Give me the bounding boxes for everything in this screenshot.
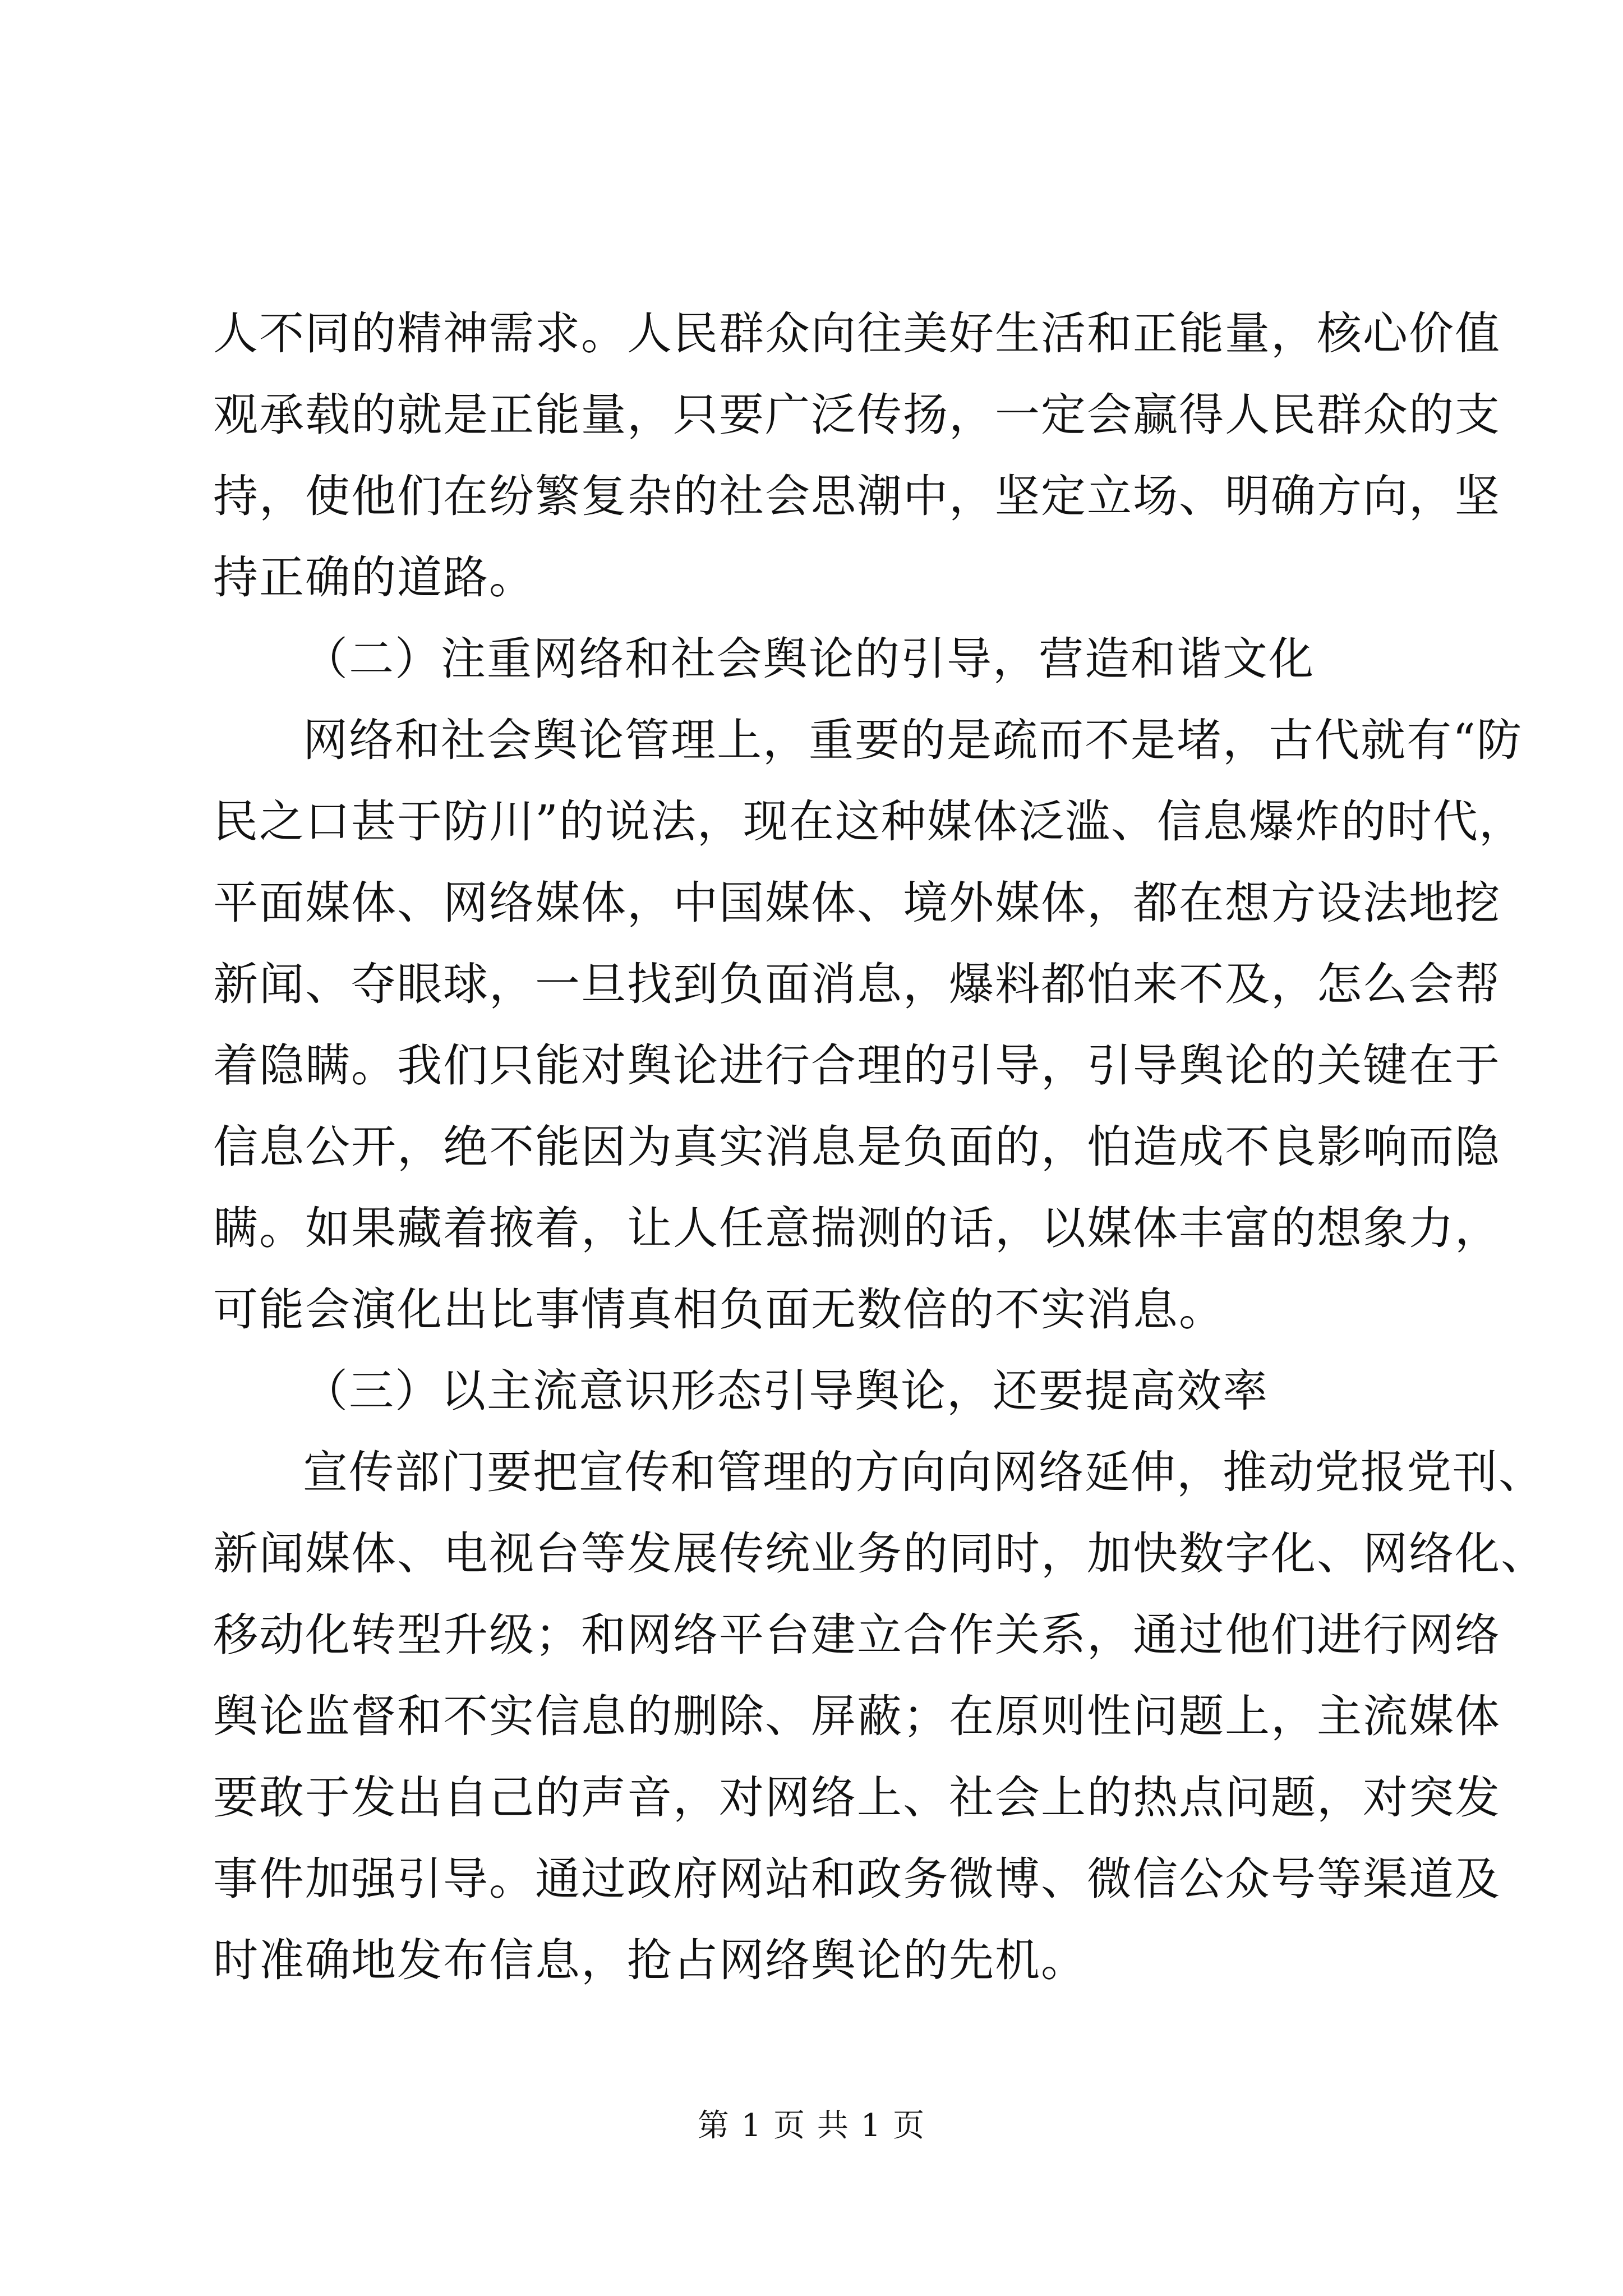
paragraph-line: 舆论监督和不实信息的删除、屏蔽；在原则性问题上，主流媒体 bbox=[213, 1690, 1501, 1742]
paragraph-line: 持，使他们在纷繁复杂的社会思潮中，坚定立场、明确方向，坚 bbox=[213, 470, 1501, 522]
paragraph-line: 瞒。如果藏着掖着，让人任意揣测的话，以媒体丰富的想象力， bbox=[213, 1202, 1501, 1254]
paragraph-line: 平面媒体、网络媒体，中国媒体、境外媒体，都在想方设法地挖 bbox=[213, 877, 1501, 929]
paragraph-line: 人不同的精神需求。人民群众向往美好生活和正能量，核心价值 bbox=[213, 307, 1501, 360]
paragraph-line: 信息公开，绝不能因为真实消息是负面的，怕造成不良影响而隐 bbox=[213, 1121, 1501, 1173]
paragraph-line: 事件加强引导。通过政府网站和政务微博、微信公众号等渠道及 bbox=[213, 1853, 1501, 1905]
paragraph-line: 时准确地发布信息，抢占网络舆论的先机。 bbox=[213, 1934, 1087, 1986]
paragraph-line: 着隐瞒。我们只能对舆论进行合理的引导，引导舆论的关键在于 bbox=[213, 1039, 1501, 1092]
paragraph-line: 新闻媒体、电视台等发展传统业务的同时，加快数字化、网络化、 bbox=[213, 1527, 1547, 1580]
paragraph-line: 网络和社会舆论管理上，重要的是疏而不是堵，古代就有“防 bbox=[303, 714, 1523, 766]
paragraph-line: 持正确的道路。 bbox=[213, 551, 535, 604]
paragraph-line: 要敢于发出自己的声音，对网络上、社会上的热点问题，对突发 bbox=[213, 1772, 1501, 1824]
paragraph-line: 移动化转型升级；和网络平台建立合作关系，通过他们进行网络 bbox=[213, 1609, 1501, 1661]
paragraph-line: 观承载的就是正能量，只要广泛传扬，一定会赢得人民群众的支 bbox=[213, 389, 1501, 441]
page-footer: 第 1 页 共 1 页 bbox=[697, 2108, 926, 2144]
paragraph-line: 宣传部门要把宣传和管理的方向向网络延伸，推动党报党刊、 bbox=[303, 1446, 1544, 1498]
paragraph-line: 可能会演化出比事情真相负面无数倍的不实消息。 bbox=[213, 1283, 1225, 1336]
section-heading: （三）以主流意识形态引导舆论，还要提高效率 bbox=[303, 1365, 1269, 1417]
paragraph-line: 新闻、夺眼球，一旦找到负面消息，爆料都怕来不及，怎么会帮 bbox=[213, 958, 1501, 1010]
paragraph-line: 民之口甚于防川”的说法，现在这种媒体泛滥、信息爆炸的时代， bbox=[213, 795, 1525, 848]
section-heading: （二）注重网络和社会舆论的引导，营造和谐文化 bbox=[303, 633, 1315, 685]
